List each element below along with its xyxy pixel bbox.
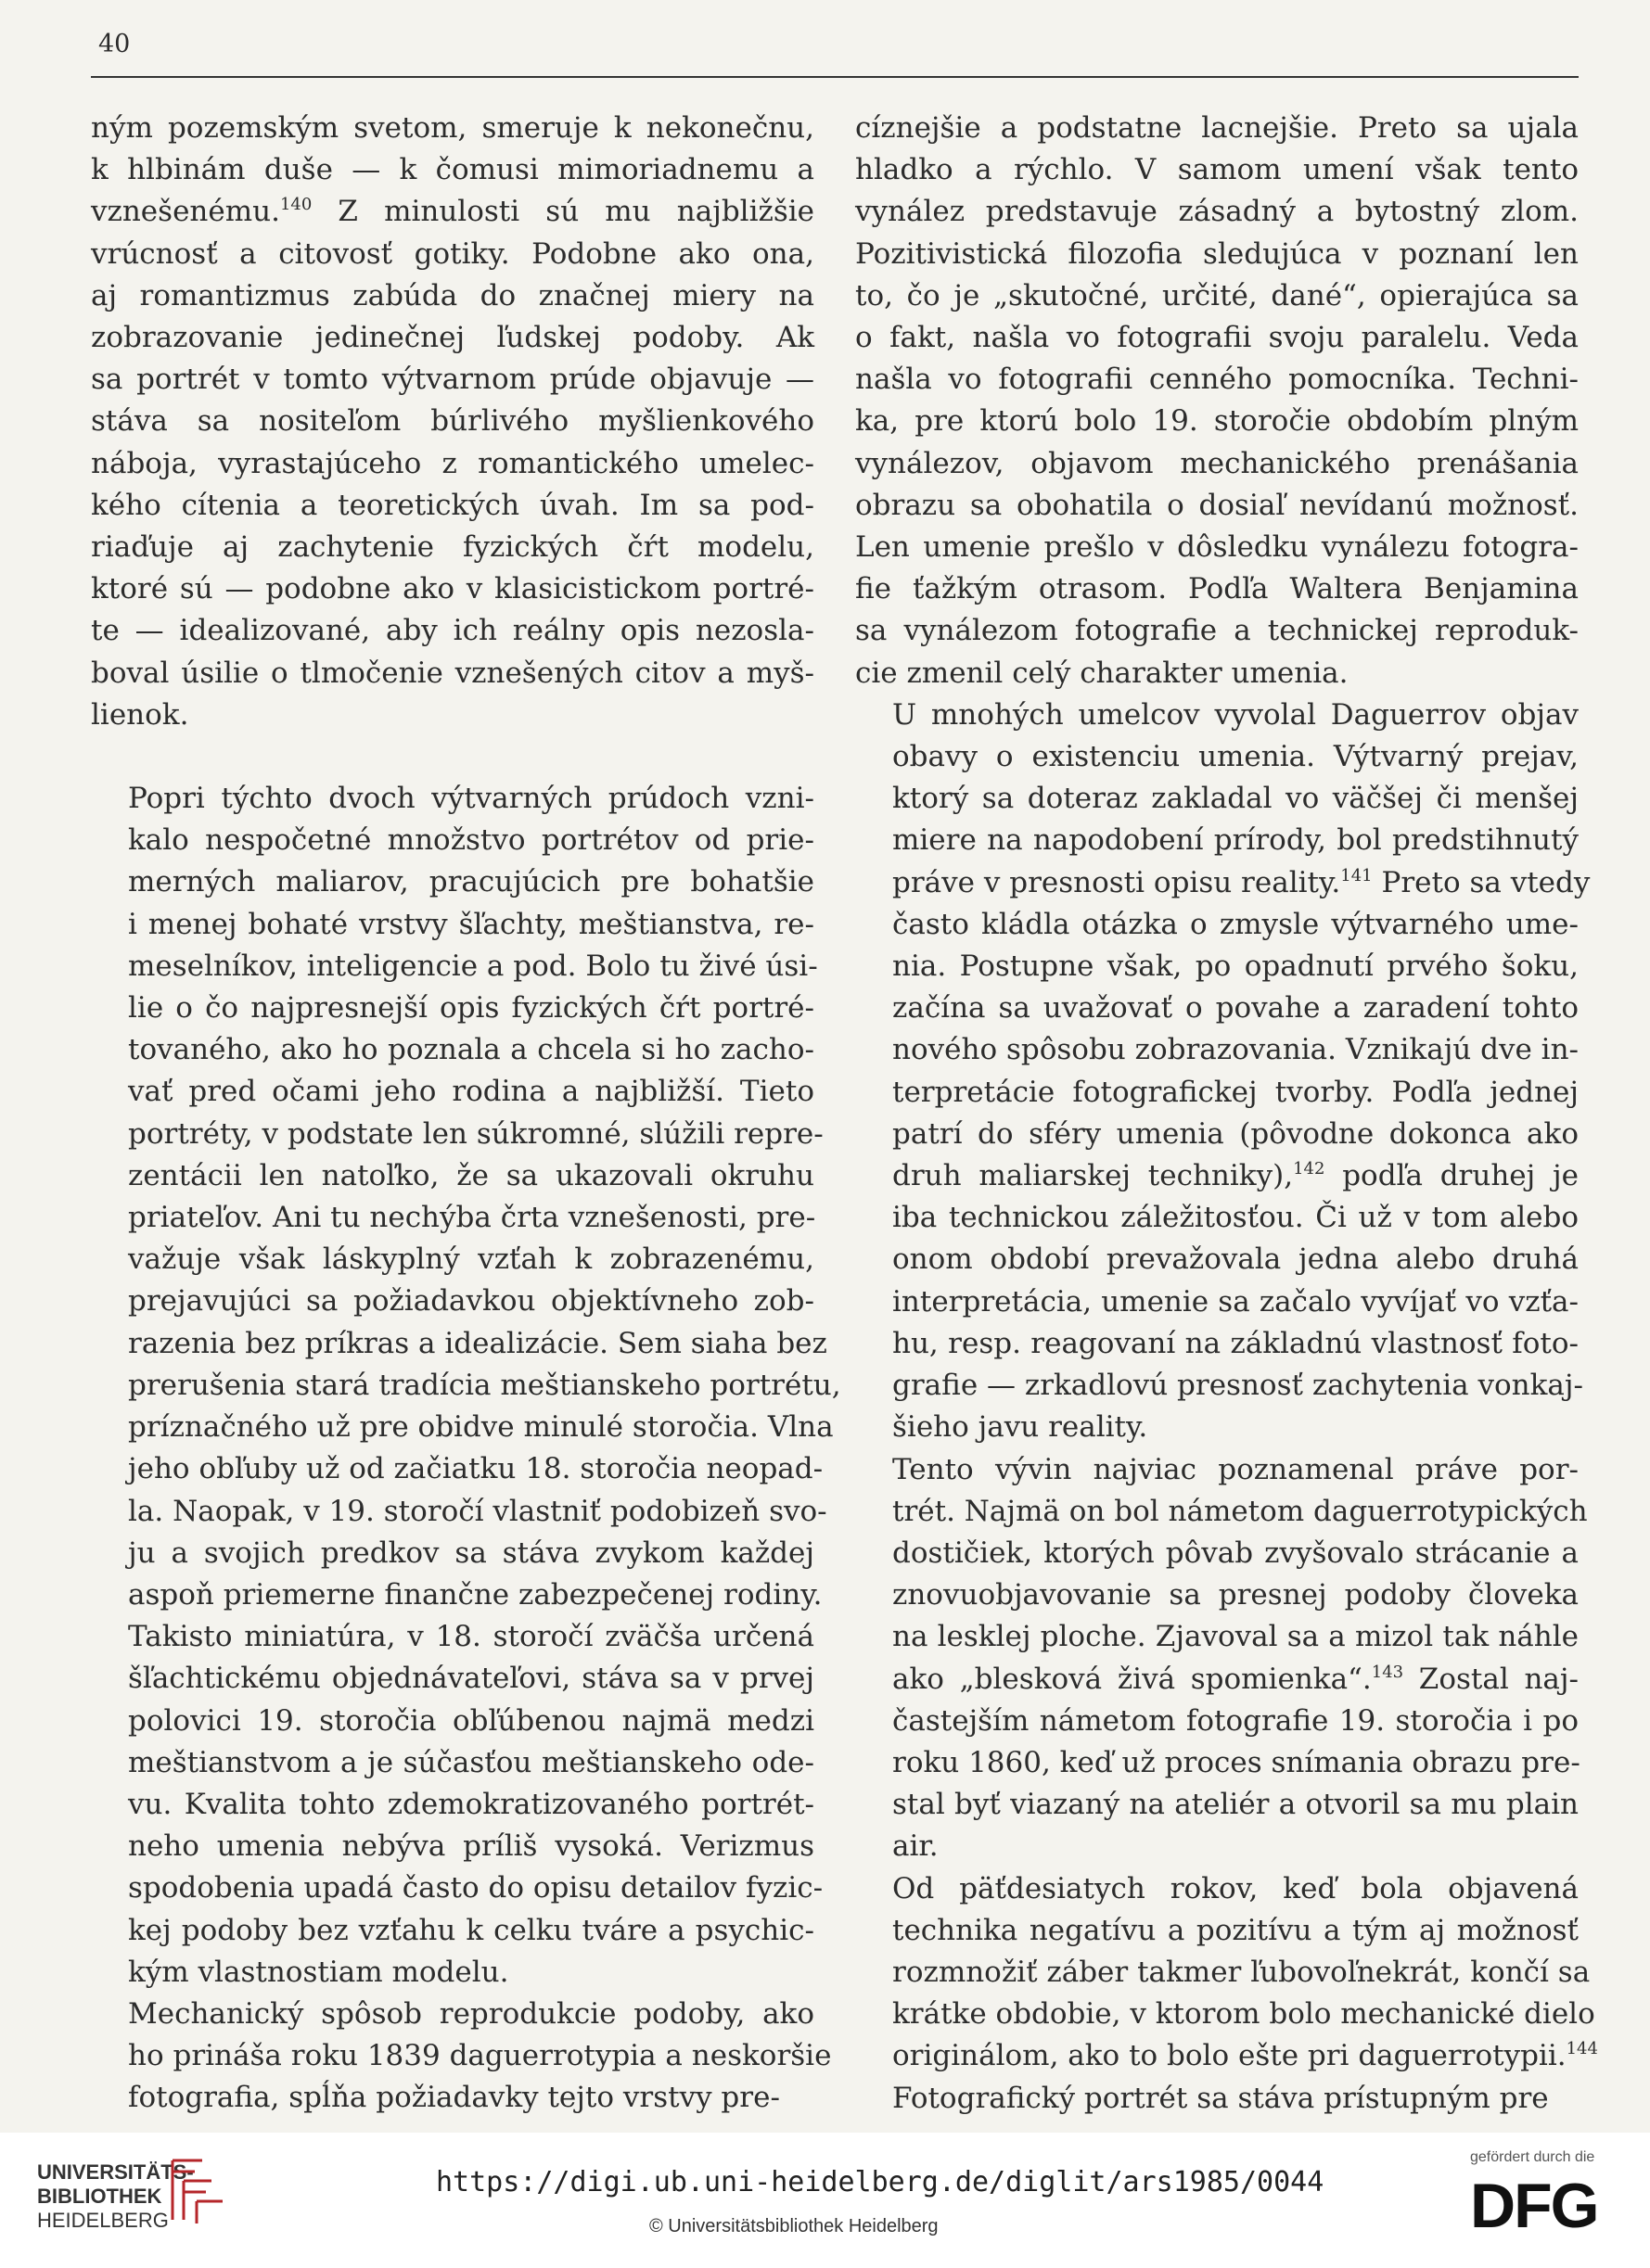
text-line: kým vlastnostiam modelu. — [128, 1955, 509, 1989]
text-line: terpretácie fotografickej tvorby. Podľa jednej — [892, 1075, 1579, 1109]
text-line: aspoň priemerne finančne zabezpečenej rodiny. — [128, 1577, 823, 1612]
text-line: ho prináša roku 1839 daguerrotypia a neskoršie — [128, 2039, 832, 2073]
left-text-column — [91, 108, 841, 2120]
text-line: zobrazovanie jedinečnej ľudskej podoby. Ak — [91, 321, 814, 355]
footnote-marker: 144 — [1566, 2039, 1598, 2059]
text-line: cie zmenil celý charakter umenia. — [855, 656, 1349, 690]
text-line: merných maliarov, pracujúcich pre bohatšie — [128, 865, 814, 899]
library-logo-icon — [165, 2153, 230, 2227]
text-line: vať pred očami jeho rodina a najbližší. Tieto — [128, 1075, 814, 1109]
text-line: spodobenia upadá často do opisu detailov fyzic- — [128, 1871, 824, 1905]
dfg-caption: gefördert durch die — [1470, 2149, 1595, 2165]
footnote-marker: 142 — [1293, 1159, 1325, 1179]
text-line: Tento vývin najviac poznamenal práve por- — [892, 1452, 1579, 1486]
text-line: Mechanický spôsob reprodukcie podoby, ako — [128, 1996, 814, 2031]
text-line: stáva sa nositeľom búrlivého myšlienkového — [91, 404, 814, 439]
source-url-link[interactable]: https://digi.ub.uni-heidelberg.de/diglit/ars1985/0044 — [436, 2166, 1324, 2198]
header-rule — [91, 76, 1579, 78]
text-line: príznačného už pre obidve minulé storočia. Vlna — [128, 1410, 834, 1445]
text-line: priateľov. Ani tu nechýba črta vznešenosti, pre- — [128, 1201, 816, 1235]
text-line: kej podoby bez vzťahu k celku tváre a psychic- — [128, 1913, 814, 1947]
text-line: hu, resp. reagovaní na základnú vlastnosť foto- — [892, 1326, 1579, 1360]
text-line: ka, pre ktorú bolo 19. storočie obdobím plným — [855, 404, 1579, 439]
dfg-logo: DFG — [1470, 2171, 1598, 2241]
paragraph — [855, 694, 1591, 1449]
library-name-line2: BIBLIOTHEK — [37, 2185, 162, 2208]
text-line: Takisto miniatúra, v 18. storočí zväčša určená — [128, 1620, 814, 1654]
text-line: lie o čo najpresnejší opis fyzických čŕt portré- — [128, 991, 814, 1026]
text-line: Popri týchto dvoch výtvarných prúdoch vzni- — [128, 782, 814, 816]
text-line: ktorý sa doteraz zakladal vo väčšej či menšej — [892, 782, 1579, 816]
footnote-marker: 140 — [279, 195, 313, 215]
text-line: nia. Postupne však, po opadnutí prvého šoku, — [892, 949, 1579, 984]
text-line: neho umenia nebýva príliš vysoká. Verizmus — [128, 1829, 814, 1864]
text-line: o fakt, našla vo fotografii svoju paralelu. Veda — [855, 321, 1579, 355]
text-line: k hlbinám duše — k čomusi mimoriadnemu a — [91, 153, 814, 187]
text-line: ju a svojich predkov sa stáva zvykom každej — [128, 1535, 814, 1570]
footnote-marker: 141 — [1340, 865, 1373, 886]
text-line: prerušenia stará tradícia meštianskeho portrétu, — [128, 1368, 841, 1402]
text-line: la. Naopak, v 19. storočí vlastniť podobizeň svo- — [128, 1494, 827, 1528]
text-line: interpretácia, umenie sa začalo vyvíjať vo vzťa- — [892, 1284, 1579, 1319]
text-line: druh maliarskej techniky),$^{142}$ podľa druhej je — [892, 1159, 1579, 1193]
text-line: dostičiek, ktorých pôvab zvyšovalo strácanie a — [892, 1535, 1579, 1570]
text-line: vynález predstavuje zásadný a bytostný zlom. — [855, 195, 1579, 229]
text-line: U mnohých umelcov vyvolal Daguerrov objav — [892, 697, 1579, 732]
text-line: meštianstvom a je súčasťou meštianskeho ode- — [128, 1745, 814, 1779]
text-line: Pozitivistická filozofia sledujúca v poznaní len — [855, 236, 1579, 271]
text-line: nového spôsobu zobrazovania. Vznikajú dve in- — [892, 1033, 1580, 1067]
text-line: obrazu sa obohatila o dosiaľ nevídanú možnosť. — [855, 488, 1579, 522]
text-line: miere na napodobení prírody, bol predstihnutý — [892, 823, 1579, 858]
text-line: portréty, v podstate len súkromné, slúžili repre- — [128, 1116, 824, 1151]
text-line: náboja, vyrastajúceho z romantického umelec- — [91, 446, 814, 480]
text-line: vznešenému.$^{140}$ Z minulosti sú mu najbližšie — [91, 195, 814, 229]
text-line: Od päťdesiatych rokov, keď bola objavená — [892, 1871, 1579, 1905]
text-line: stal byť viazaný na ateliér a otvoril sa mu plain — [892, 1788, 1579, 1822]
text-line: práve v presnosti opisu reality.$^{141}$ Preto sa vtedy — [892, 865, 1591, 899]
text-line: Fotografický portrét sa stáva prístupným pre — [892, 2081, 1549, 2115]
paragraph — [91, 778, 841, 1994]
paragraph — [91, 108, 814, 736]
text-line: zentácii len natoľko, že sa ukazovali okruhu — [128, 1158, 814, 1192]
text-line: prejavujúci sa požiadavkou objektívneho zob- — [128, 1284, 814, 1319]
text-line: fie ťažkým otrasom. Podľa Waltera Benjamina — [855, 572, 1579, 606]
text-line: patrí do sféry umenia (pôvodne dokonca ako — [892, 1116, 1579, 1151]
text-line: fotografia, spĺňa požiadavky tejto vrstvy pre- — [128, 2081, 780, 2115]
text-line: polovici 19. storočia obľúbenou najmä medzi — [128, 1703, 814, 1738]
text-line: kalo nespočetné množstvo portrétov od prie- — [128, 823, 814, 858]
page-number: 40 — [98, 30, 131, 58]
text-line: sa portrét v tomto výtvarnom prúde objavuje — — [91, 363, 814, 397]
paragraph — [91, 1994, 832, 2120]
text-line: ktoré sú — podobne ako v klasicistickom portré- — [91, 572, 814, 606]
text-line: riaďuje aj zachytenie fyzických čŕt modelu, — [91, 530, 814, 565]
text-line: roku 1860, keď už proces snímania obrazu pre- — [892, 1745, 1580, 1779]
text-line: kého cítenia a teoretických úvah. Im sa pod- — [91, 488, 814, 522]
text-line: začína sa uvažovať o povahe a zaradení tohto — [892, 991, 1579, 1026]
text-line: grafie — zrkadlovú presnosť zachytenia vonkaj- — [892, 1369, 1583, 1403]
text-line: vynálezov, objavom mechanického prenášania — [855, 446, 1579, 480]
library-name-line3: HEIDELBERG — [37, 2209, 169, 2232]
text-line: jeho obľuby už od začiatku 18. storočia neopad- — [128, 1452, 824, 1486]
text-line: tovaného, ako ho poznala a chcela si ho zacho- — [128, 1033, 814, 1067]
text-line: Len umenie prešlo v dôsledku vynálezu fotogra- — [855, 530, 1579, 565]
text-line: znovuobjavovanie sa presnej podoby človeka — [892, 1578, 1579, 1612]
text-line: krátke obdobie, v ktorom bolo mechanické dielo — [892, 1997, 1595, 2032]
text-line: sa vynálezom fotografie a technickej reproduk- — [855, 614, 1579, 648]
paragraph — [855, 108, 1579, 694]
footer-bar — [0, 2133, 1650, 2268]
text-line: vrúcnosť a citovosť gotiky. Podobne ako ona, — [91, 236, 814, 271]
footnote-marker: 143 — [1371, 1662, 1404, 1682]
text-line: lienok. — [91, 697, 189, 732]
text-line: važuje však láskyplný vzťah k zobrazenému, — [128, 1242, 814, 1277]
text-line: to, čo je „skutočné, určité, dané“, opierajúca sa — [855, 278, 1579, 312]
text-line: našla vo fotografii cenného pomocníka. Techni- — [855, 363, 1579, 397]
text-line: onom období prevažovala jedna alebo druhá — [892, 1242, 1579, 1277]
text-line: hladko a rýchlo. V samom umení však tento — [855, 153, 1579, 187]
text-line: boval úsilie o tlmočenie vznešených citov a myš- — [91, 656, 814, 690]
text-line: iba technickou záležitosťou. Či už v tom alebo — [892, 1201, 1579, 1235]
text-line: ako „blesková živá spomienka“.$^{143}$ Zostal naj- — [892, 1662, 1579, 1696]
text-line: častejším námetom fotografie 19. storočia i po — [892, 1703, 1579, 1738]
text-line: trét. Najmä on bol námetom daguerrotypických — [892, 1494, 1588, 1528]
text-line: cíznejšie a podstatne lacnejšie. Preto sa ujala — [855, 111, 1579, 145]
text-line: šľachtickému objednávateľovi, stáva sa v prvej — [128, 1662, 814, 1696]
text-line: rozmnožiť záber takmer ľubovoľnekrát, končí sa — [892, 1955, 1591, 1989]
right-text-column — [855, 108, 1598, 2120]
text-line: šieho javu reality. — [892, 1410, 1148, 1445]
text-line: na lesklej ploche. Zjavoval sa a mizol tak náhle — [892, 1620, 1579, 1654]
paragraph — [855, 1449, 1588, 1868]
text-line: často kládla otázka o zmysle výtvarného ume- — [892, 907, 1579, 941]
text-line: air. — [892, 1829, 939, 1864]
text-line: technika negatívu a pozitívu a tým aj možnosť — [892, 1913, 1579, 1947]
text-line: razenia bez príkras a idealizácie. Sem siaha bez — [128, 1326, 827, 1360]
text-line: i menej bohaté vrstvy šľachty, meštianstva, re- — [128, 907, 814, 941]
text-line: aj romantizmus zabúda do značnej miery na — [91, 278, 814, 312]
text-line: obavy o existenciu umenia. Výtvarný prejav, — [892, 740, 1579, 774]
text-line: vu. Kvalita tohto zdemokratizovaného portrét- — [128, 1787, 814, 1821]
paragraph — [855, 1868, 1598, 2120]
text-line: te — idealizované, aby ich reálny opis nezosla- — [91, 614, 814, 648]
text-line: originálom, ako to bolo ešte pri daguerrotypii.$^{144}$ — [892, 2039, 1598, 2073]
text-line: meselníkov, inteligencie a pod. Bolo tu živé úsi- — [128, 949, 818, 983]
copyright-text: © Universitätsbibliothek Heidelberg — [649, 2216, 939, 2236]
text-line: ným pozemským svetom, smeruje k nekonečnu, — [91, 111, 814, 145]
library-name-line1: UNIVERSITÄTS- — [37, 2160, 194, 2184]
